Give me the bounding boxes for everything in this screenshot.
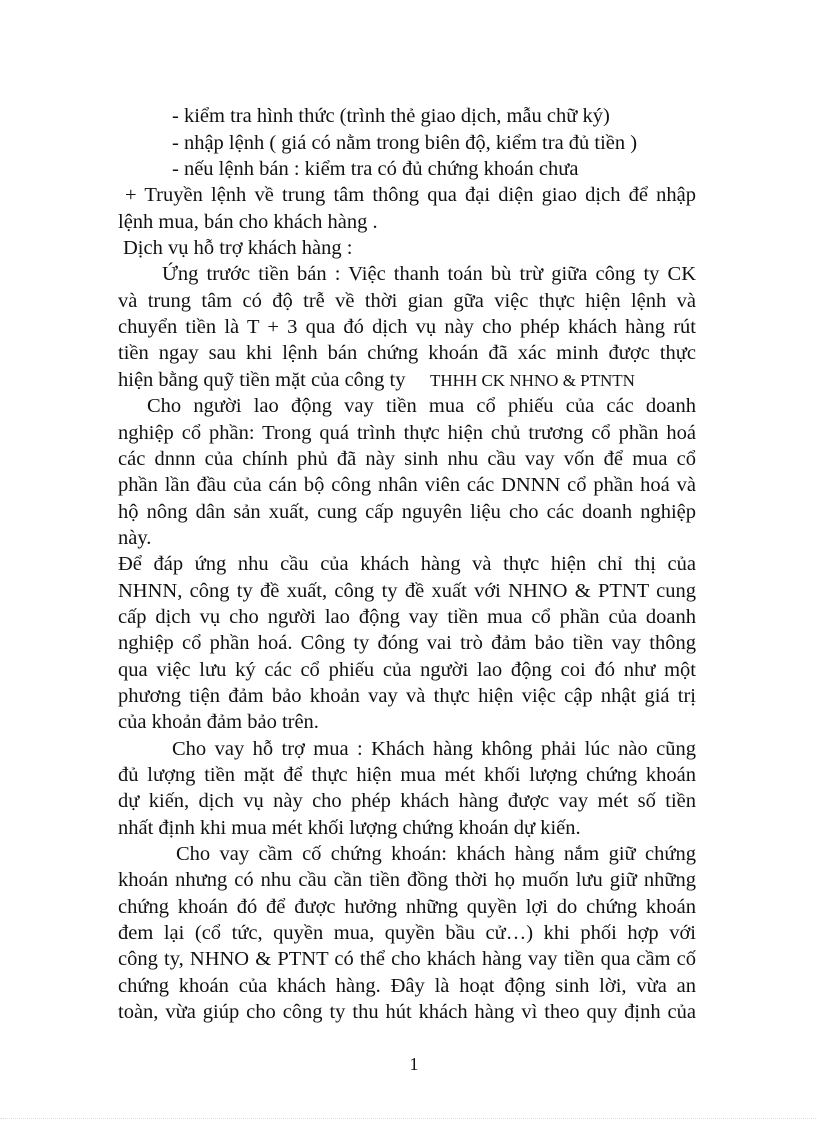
text-line: chứng khoán của khách hàng. Đây là hoạt động sinh lời, vừa an: [118, 975, 696, 997]
text-line: phương tiện đảm bảo khoản vay và thực hiện việc cập nhật giá trị: [118, 685, 696, 707]
text-line: + Truyền lệnh về trung tâm thông qua đại diện giao dịch để nhập: [125, 184, 696, 206]
text-line: Cho người lao động vay tiền mua cổ phiếu của các doanh: [147, 395, 696, 417]
text-line: này.: [118, 527, 152, 549]
text-line: Cho vay hỗ trợ mua : Khách hàng không phải lúc nào cũng: [172, 738, 696, 760]
text-line: - kiểm tra hình thức (trình thẻ giao dịch, mẫu chữ ký): [172, 105, 610, 127]
text-line: phần lần đầu của cán bộ công nhân viên các DNNN cổ phần hoá và: [118, 474, 696, 496]
text-line: các dnnn của chính phủ đã này sinh nhu cầu vay vốn để mua cổ: [118, 448, 696, 470]
section-heading: Dịch vụ hỗ trợ khách hàng :: [123, 237, 353, 259]
text-line: chứng khoán đó để được hưởng những quyền lợi do chứng khoán: [118, 896, 696, 918]
text-line: Ứng trước tiền bán : Việc thanh toán bù trừ giữa công ty CK: [162, 263, 696, 285]
text-line: nghiệp cổ phần: Trong quá trình thực hiện chủ trương cổ phần hoá: [118, 422, 696, 444]
text-line: công ty, NHNO & PTNT có thể cho khách hàng vay tiền qua cầm cố: [118, 948, 696, 970]
text-line: toàn, vừa giúp cho công ty thu hút khách hàng vì theo quy định của: [118, 1001, 696, 1023]
text-line: và trung tâm có độ trễ về thời gian gữa việc thực hiện lệnh và: [118, 290, 696, 312]
text-line: Để đáp ứng nhu cầu của khách hàng và thực hiện chỉ thị của: [118, 553, 696, 575]
text-line: nghiệp cổ phần hoá. Công ty đóng vai trò đảm bảo tiền vay thông: [118, 632, 696, 654]
text-line: chuyển tiền là T + 3 qua đó dịch vụ này cho phép khách hàng rút: [118, 316, 696, 338]
page-divider: [0, 1118, 816, 1119]
text-line: đem lại (cổ tức, quyền mua, quyền bầu cử…) khi phối hợp với: [118, 922, 696, 944]
text-line: - nếu lệnh bán : kiểm tra có đủ chứng khoán chưa: [172, 158, 579, 180]
text-line: NHNN, công ty đề xuất, công ty đề xuất với NHNO & PTNT cung: [118, 580, 696, 602]
text-line: tiền ngay sau khi lệnh bán chứng khoán đã xác minh được thực: [118, 342, 696, 364]
page-number: 1: [409, 1054, 419, 1074]
text-line: hộ nông dân sản xuất, cung cấp nguyên liệu cho các doanh nghiệp: [118, 501, 696, 523]
text-line: của khoản đảm bảo trên.: [118, 711, 319, 733]
text-line: đủ lượng tiền mặt để thực hiện mua mét khối lượng chứng khoán: [118, 764, 696, 786]
text-line: nhất định khi mua mét khối lượng chứng khoán dự kiến.: [118, 817, 581, 839]
text-line: cấp dịch vụ cho người lao động vay tiền mua cổ phần của doanh: [118, 606, 696, 628]
text-line: khoán nhưng có nhu cầu cần tiền đồng thời họ muốn lưu giữ những: [118, 869, 696, 891]
text-line: qua việc lưu ký các cổ phiếu của người lao động coi đó như một: [118, 659, 696, 681]
text-line: - nhập lệnh ( giá có nằm trong biên độ, kiểm tra đủ tiền ): [172, 132, 638, 154]
text-line: dự kiến, dịch vụ này cho phép khách hàng được vay mét số tiền: [118, 790, 696, 812]
text-line: hiện bằng quỹ tiền mặt của công ty: [118, 369, 406, 391]
text-line: lệnh mua, bán cho khách hàng .: [118, 211, 378, 233]
text-line: Cho vay cầm cố chứng khoán: khách hàng nắm giữ chứng: [176, 843, 696, 865]
company-name: THHH CK NHNO & PTNTN: [430, 371, 635, 390]
